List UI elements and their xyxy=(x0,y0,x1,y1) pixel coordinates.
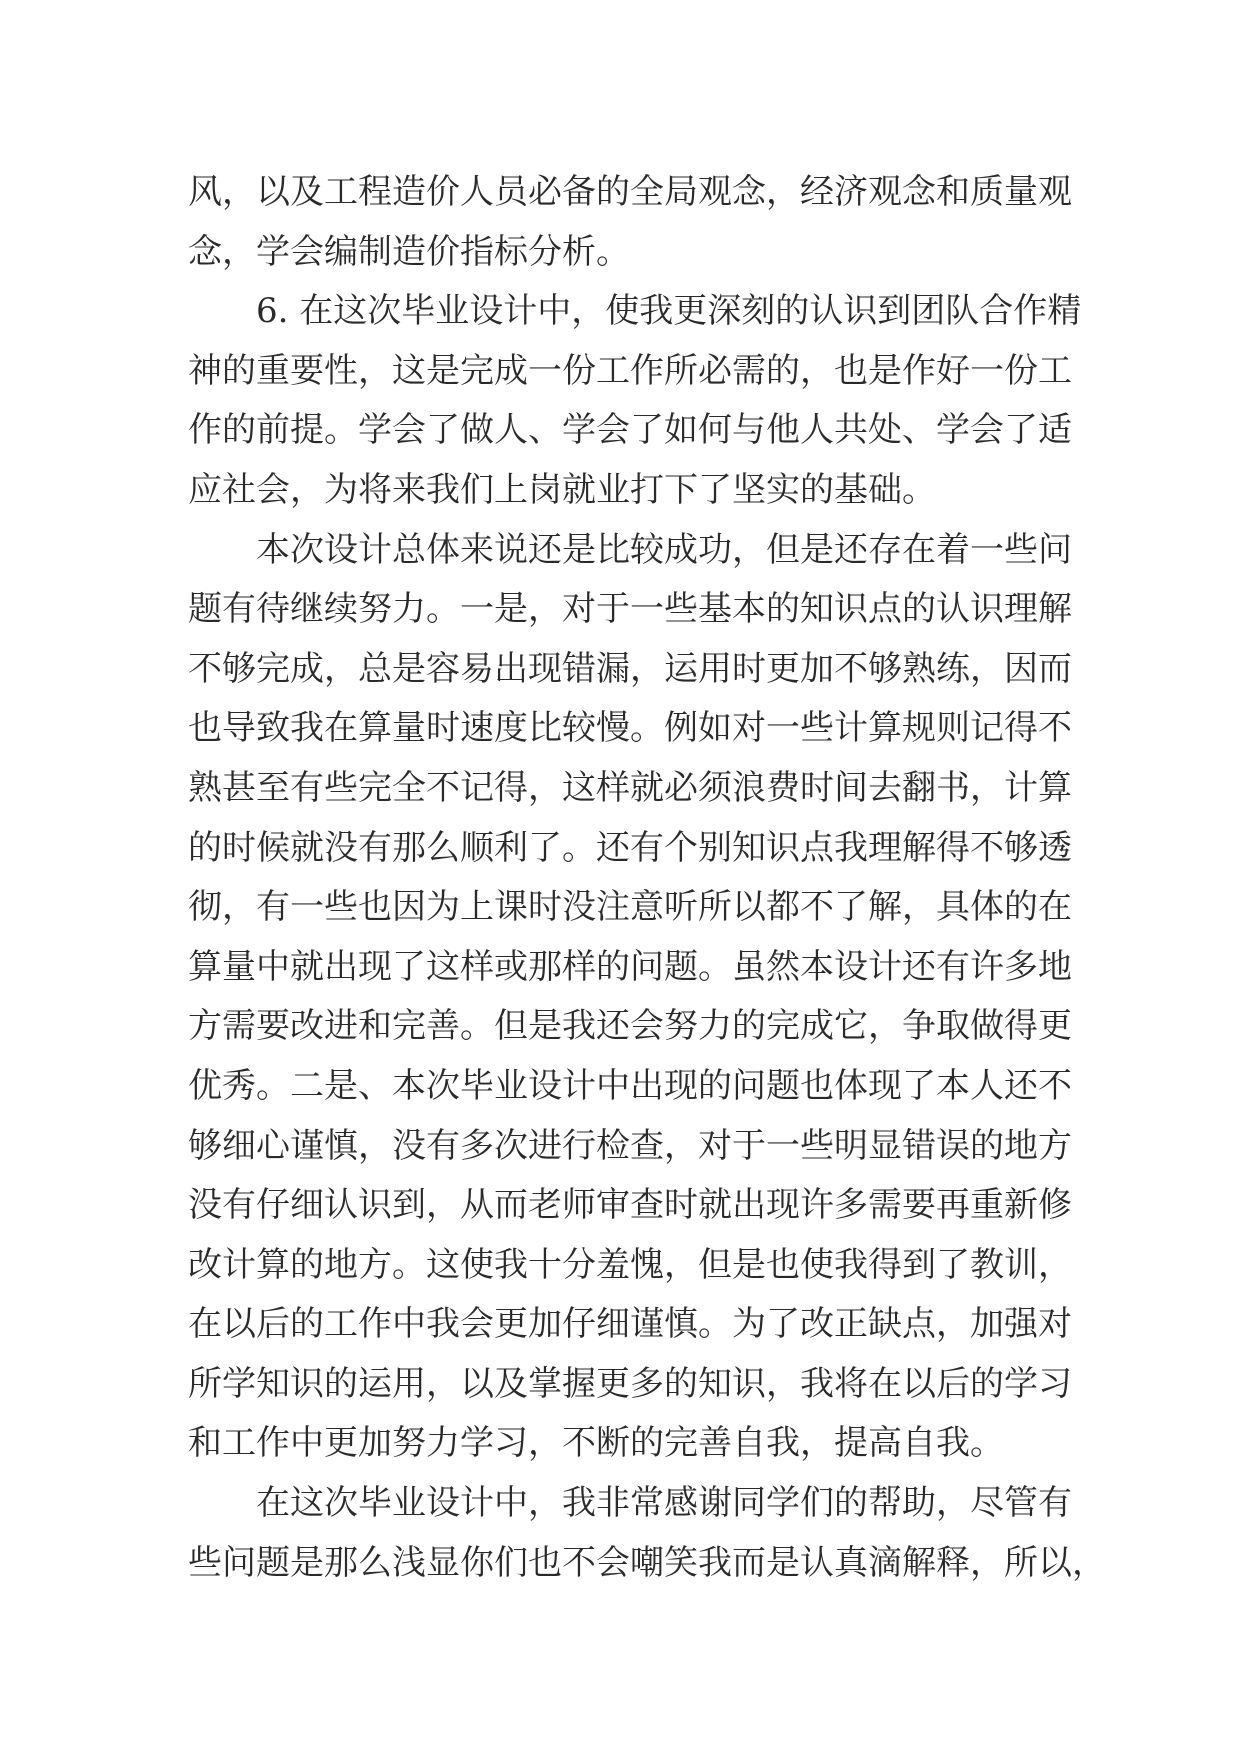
text-line: 6. 在这次毕业设计中，使我更深刻的认识到团队合作精 xyxy=(256,291,1082,332)
text-line: 题有待继续努力。一是，对于一些基本的知识点的认识理解 xyxy=(188,589,1072,630)
text-line: 彻，有一些也因为上课时没注意听所以都不了解，具体的在 xyxy=(188,887,1072,928)
text-line: 在这次毕业设计中，我非常感谢同学们的帮助，尽管有 xyxy=(256,1483,1072,1524)
text-line: 所学知识的运用，以及掌握更多的知识，我将在以后的学习 xyxy=(188,1363,1072,1404)
text-line: 的时候就没有那么顺利了。还有个别知识点我理解得不够透 xyxy=(188,827,1072,868)
text-line: 算量中就出现了这样或那样的问题。虽然本设计还有许多地 xyxy=(188,946,1072,987)
text-line: 不够完成，总是容易出现错漏，运用时更加不够熟练，因而 xyxy=(188,648,1072,689)
body-text xyxy=(188,163,1106,1593)
text-line: 方需要改进和完善。但是我还会努力的完成它，争取做得更 xyxy=(188,1006,1072,1047)
text-line: 也导致我在算量时速度比较慢。例如对一些计算规则记得不 xyxy=(188,708,1072,749)
text-line: 些问题是那么浅显你们也不会嘲笑我而是认真滴解释，所以， xyxy=(188,1542,1106,1583)
text-line: 本次设计总体来说还是比较成功，但是还存在着一些问 xyxy=(256,529,1072,570)
text-line: 够细心谨慎，没有多次进行检查，对于一些明显错误的地方 xyxy=(188,1125,1072,1166)
text-line: 在以后的工作中我会更加仔细谨慎。为了改正缺点，加强对 xyxy=(188,1304,1072,1345)
text-line: 熟甚至有些完全不记得，这样就必须浪费时间去翻书，计算 xyxy=(188,767,1072,808)
text-line: 没有仔细认识到，从而老师审查时就出现许多需要再重新修 xyxy=(188,1185,1072,1226)
text-line: 优秀。二是、本次毕业设计中出现的问题也体现了本人还不 xyxy=(188,1065,1072,1106)
text-line: 应社会，为将来我们上岗就业打下了坚实的基础。 xyxy=(188,469,936,510)
text-line: 作的前提。学会了做人、学会了如何与他人共处、学会了适 xyxy=(188,410,1072,451)
text-line: 和工作中更加努力学习，不断的完善自我，提高自我。 xyxy=(188,1423,1004,1464)
text-line: 改计算的地方。这使我十分羞愧，但是也使我得到了教训， xyxy=(188,1244,1072,1285)
text-line: 神的重要性，这是完成一份工作所必需的，也是作好一份工 xyxy=(188,350,1072,391)
text-line: 风，以及工程造价人员必备的全局观念，经济观念和质量观 xyxy=(188,172,1072,212)
text-line: 念，学会编制造价指标分析。 xyxy=(188,231,630,272)
